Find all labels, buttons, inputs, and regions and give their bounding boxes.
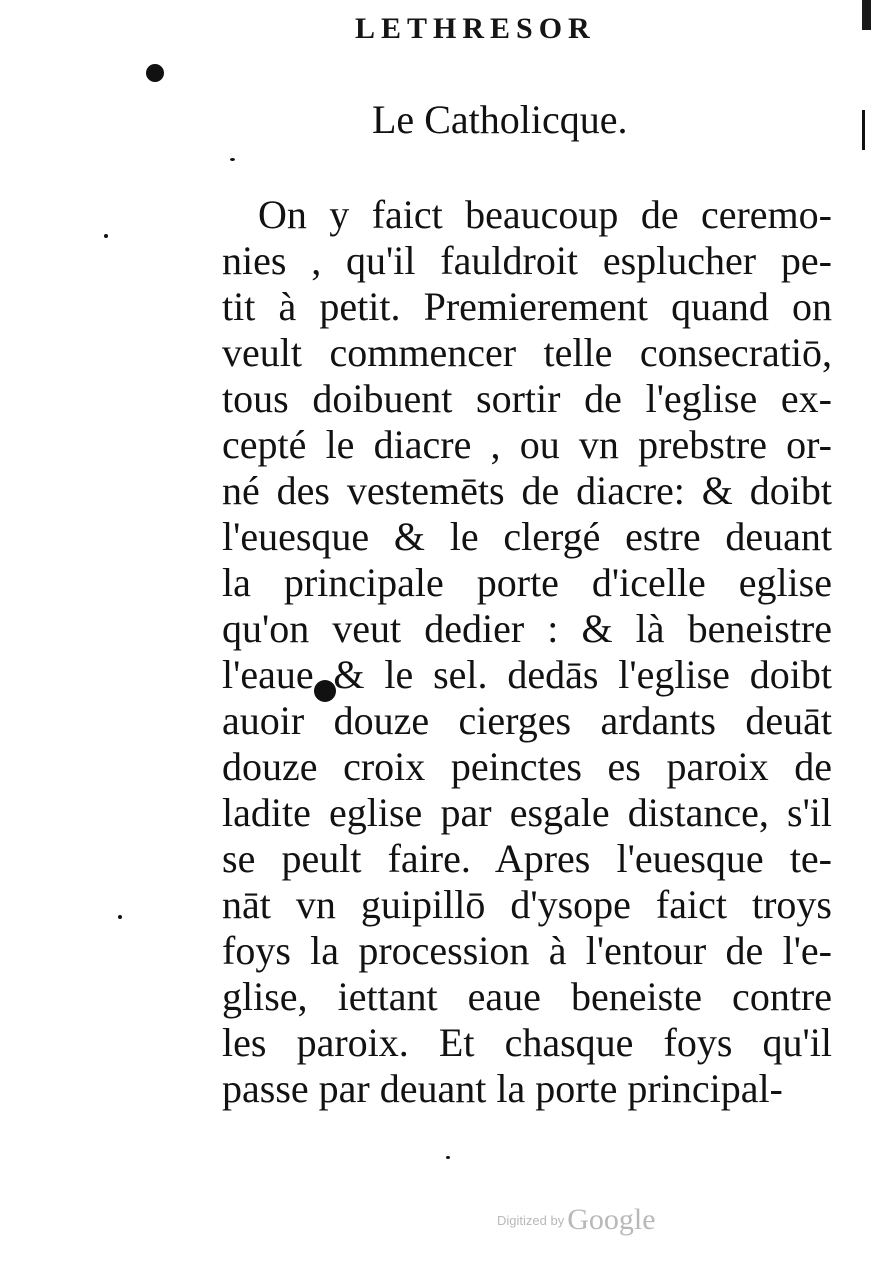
- text-line: la principale porte d'icelle eglise: [222, 560, 832, 605]
- ink-blot: [146, 64, 164, 82]
- text-line: cepté le diacre , ou vn prebstre or-: [222, 422, 832, 467]
- text-line: veult commencer telle consecratiō,: [222, 330, 832, 375]
- ink-speck: [118, 915, 122, 919]
- text-line: l'euesque & le clergé estre deuant: [222, 514, 832, 559]
- digitized-watermark: [497, 1203, 656, 1237]
- ink-speck: [446, 1156, 450, 1159]
- text-line: l'eaue & le sel. dedās l'eglise doibt: [222, 652, 832, 697]
- text-line: passe par deuant la porte principal-: [222, 1066, 783, 1111]
- text-line: nāt vn guipillō d'ysope faict troys: [222, 882, 832, 927]
- text-line: douze croix peinctes es paroix de: [222, 744, 832, 789]
- ink-speck: [104, 234, 108, 238]
- text-line: On y faict beaucoup de ceremo-: [258, 192, 832, 237]
- page-edge-shadow: [862, 0, 871, 30]
- running-head: LETHRESOR: [355, 12, 596, 45]
- ink-speck: [862, 110, 865, 150]
- text-line: se peult faire. Apres l'euesque te-: [222, 836, 832, 881]
- ink-speck: [230, 158, 235, 161]
- text-line: nies , qu'il fauldroit esplucher pe-: [222, 238, 832, 283]
- text-line: tous doibuent sortir de l'eglise ex-: [222, 376, 832, 421]
- text-line: qu'on veut dedier : & là beneistre: [222, 606, 832, 651]
- text-line: les paroix. Et chasque foys qu'il: [222, 1020, 832, 1065]
- text-line: glise, iettant eaue beneiste contre: [222, 974, 832, 1019]
- body-text: [222, 192, 832, 1112]
- text-line: ladite eglise par esgale distance, s'il: [222, 790, 832, 835]
- text-line: auoir douze cierges ardants deuāt: [222, 698, 832, 743]
- watermark-prefix: Digitized by: [497, 1213, 565, 1228]
- text-line: tit à petit. Premierement quand on: [222, 284, 832, 329]
- text-line: foys la procession à l'entour de l'e-: [222, 928, 832, 973]
- text-line: né des vestemēts de diacre: & doibt: [222, 468, 832, 513]
- google-logo: Google: [567, 1203, 656, 1236]
- section-title: Le Catholicque.: [372, 97, 628, 142]
